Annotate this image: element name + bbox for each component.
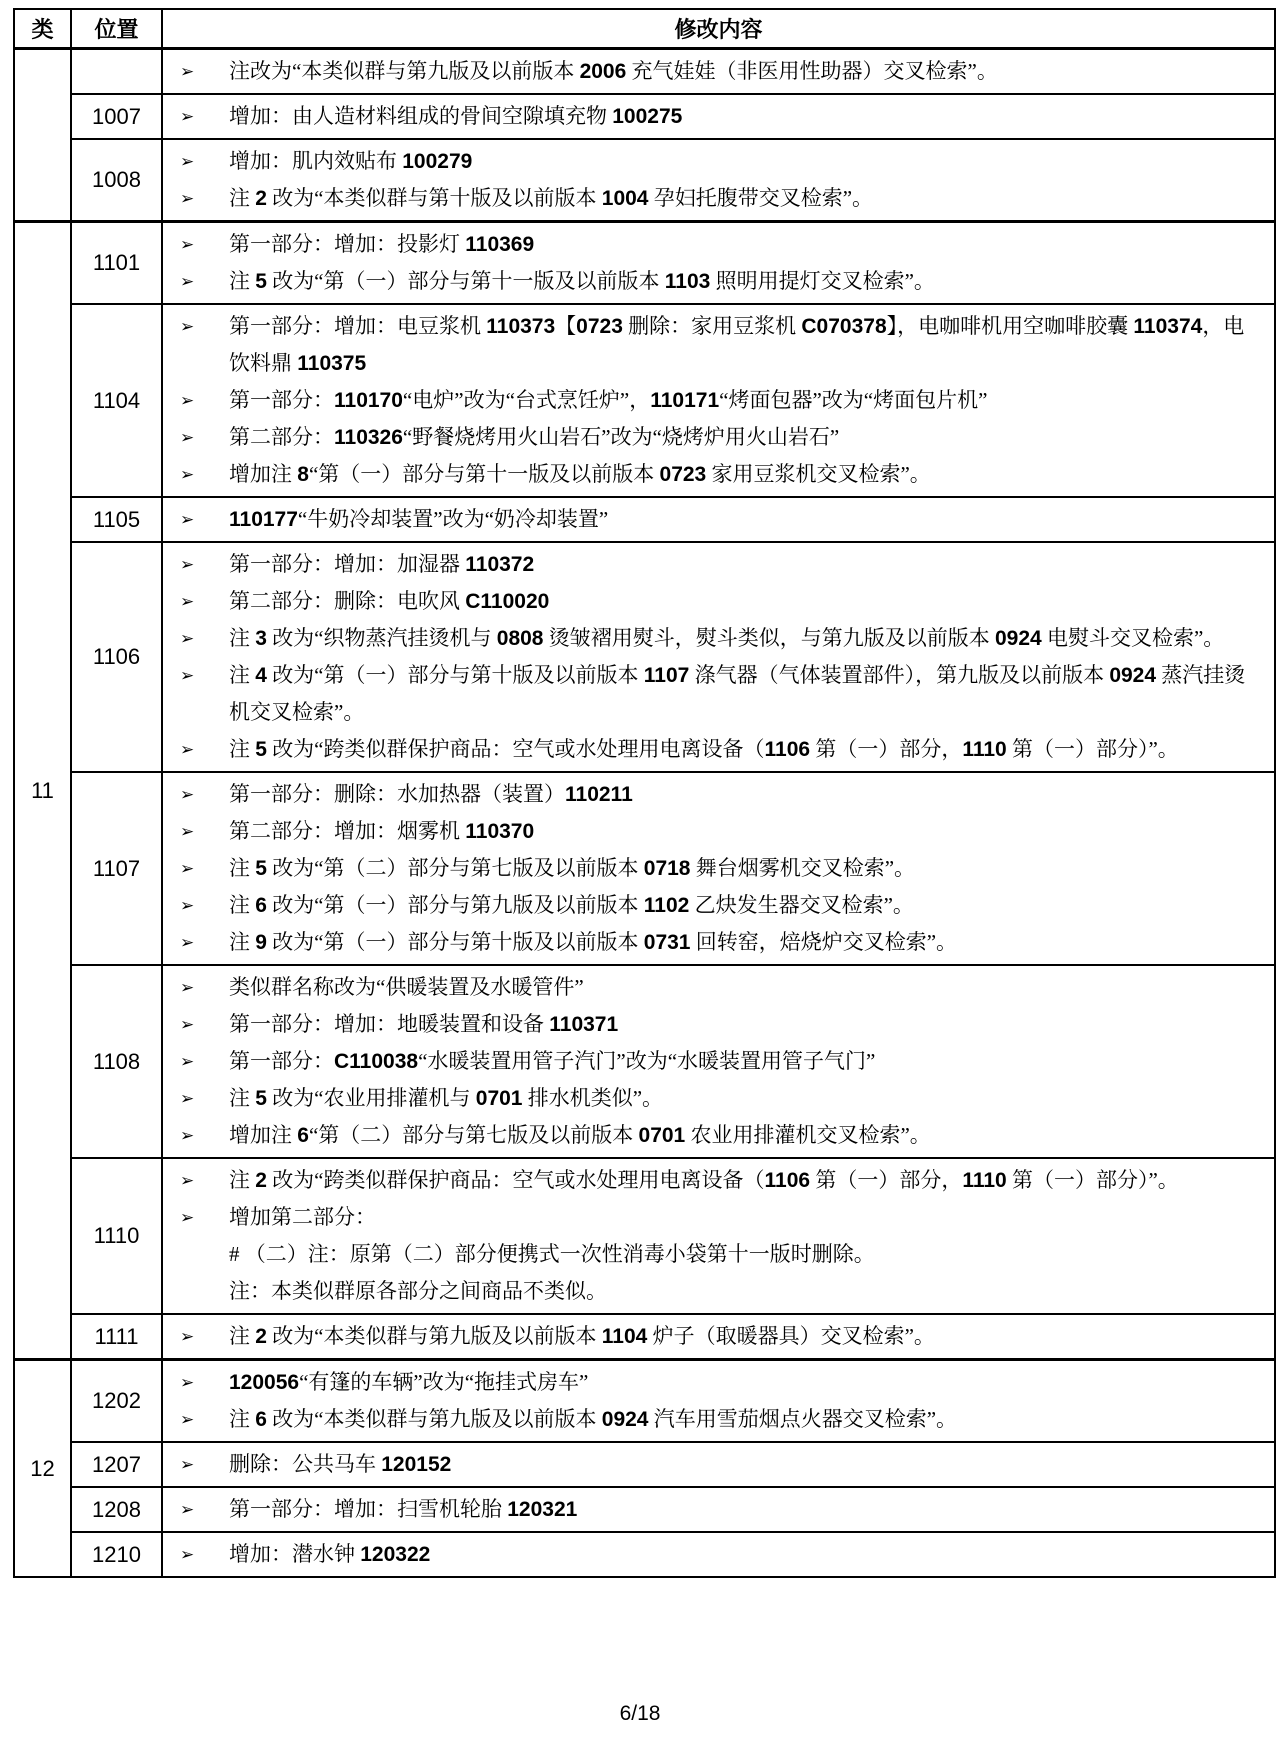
- bullet-arrow-icon: ➢: [180, 1373, 195, 1392]
- content-text: 120056“有篷的车辆”改为“拖挂式房车”: [229, 1370, 589, 1394]
- content-item: [163, 1043, 1274, 1080]
- content-text: 110177“牛奶冷却装置”改为“奶冷却装置”: [229, 507, 609, 531]
- position-cell: 1207: [71, 1442, 162, 1487]
- content-text: 第一部分：增加：电豆浆机 110373【0723 删除：家用豆浆机 C070378】，电咖啡机用空咖啡胶囊 110374，电饮料鼎 110375: [229, 314, 1245, 375]
- content-text: # （二）注：原第（二）部分便携式一次性消毒小袋第十一版时删除。: [229, 1242, 875, 1266]
- content-item: [163, 1446, 1274, 1483]
- content-text: 第一部分：删除：水加热器（装置）110211: [229, 782, 633, 806]
- content-item: [163, 850, 1274, 887]
- content-item: [163, 776, 1274, 813]
- bullet-arrow-icon: ➢: [180, 740, 195, 759]
- position-cell: 1108: [71, 965, 162, 1158]
- content-text: 增加注 6“第（二）部分与第七版及以前版本 0701 农业用排灌机交叉检索”。: [229, 1123, 931, 1147]
- content-item: [163, 969, 1274, 1006]
- position-cell: 1104: [71, 304, 162, 497]
- content-cell: [162, 1532, 1275, 1577]
- content-item: [163, 583, 1274, 620]
- bullet-arrow-icon: ➢: [180, 822, 195, 841]
- content-item: [163, 180, 1274, 217]
- table-row: [14, 542, 1275, 772]
- table-row: [14, 222, 1275, 305]
- table-row: [14, 772, 1275, 965]
- content-item: [163, 1162, 1274, 1199]
- bullet-arrow-icon: ➢: [180, 152, 195, 171]
- content-cell: [162, 1158, 1275, 1314]
- bullet-arrow-icon: ➢: [180, 428, 195, 447]
- header-position: 位置: [71, 9, 162, 49]
- content-text: 第二部分：删除：电吹风 C110020: [229, 589, 550, 613]
- table-row: [14, 497, 1275, 542]
- table-row: [14, 94, 1275, 139]
- content-cell: [162, 1487, 1275, 1532]
- content-item: [163, 53, 1274, 90]
- content-text: 第一部分：增加：扫雪机轮胎 120321: [229, 1497, 578, 1521]
- content-item: [163, 1364, 1274, 1401]
- table-row: [14, 139, 1275, 222]
- content-text: 增加注 8“第（一）部分与第十一版及以前版本 0723 家用豆浆机交叉检索”。: [229, 462, 931, 486]
- table-header: [14, 9, 1275, 49]
- bullet-arrow-icon: ➢: [180, 896, 195, 915]
- content-cell: [162, 1442, 1275, 1487]
- bullet-arrow-icon: ➢: [180, 1126, 195, 1145]
- content-cell: [162, 222, 1275, 305]
- content-text: 注 2 改为“跨类似群保护商品：空气或水处理用电离设备（1106 第（一）部分，1110 第（一）部分）”。: [229, 1168, 1179, 1192]
- content-text: 增加第二部分：: [229, 1205, 376, 1229]
- content-cell: [162, 1360, 1275, 1443]
- bullet-arrow-icon: ➢: [180, 592, 195, 611]
- content-item: [163, 657, 1274, 731]
- bullet-arrow-icon: ➢: [180, 1500, 195, 1519]
- content-text: 增加：潜水钟 120322: [229, 1542, 431, 1566]
- content-cell: [162, 1314, 1275, 1360]
- table-row: [14, 1158, 1275, 1314]
- position-cell: 1107: [71, 772, 162, 965]
- content-item: [163, 263, 1274, 300]
- bullet-arrow-icon: ➢: [180, 555, 195, 574]
- modification-table: [13, 8, 1276, 1578]
- content-item: [163, 382, 1274, 419]
- position-cell: 1101: [71, 222, 162, 305]
- content-cell: [162, 139, 1275, 222]
- content-item: [163, 1273, 1274, 1310]
- content-text: 注 6 改为“本类似群与第九版及以前版本 0924 汽车用雪茄烟点火器交叉检索”。: [229, 1407, 958, 1431]
- content-text: 注改为“本类似群与第九版及以前版本 2006 充气娃娃（非医用性助器）交叉检索”。: [229, 59, 998, 83]
- content-item: [163, 887, 1274, 924]
- position-cell: [71, 49, 162, 95]
- content-item: [163, 308, 1274, 382]
- bullet-arrow-icon: ➢: [180, 666, 195, 685]
- position-cell: 1106: [71, 542, 162, 772]
- content-text: 类似群名称改为“供暖装置及水暖管件”: [229, 975, 584, 999]
- position-cell: 1111: [71, 1314, 162, 1360]
- bullet-arrow-icon: ➢: [180, 785, 195, 804]
- content-cell: [162, 304, 1275, 497]
- table-row: [14, 1532, 1275, 1577]
- bullet-arrow-icon: ➢: [180, 1410, 195, 1429]
- page-number: 6/18: [619, 1702, 661, 1725]
- content-item: [163, 419, 1274, 456]
- header-content: 修改内容: [162, 9, 1275, 49]
- table-row: [14, 965, 1275, 1158]
- content-text: 注 5 改为“跨类似群保护商品：空气或水处理用电离设备（1106 第（一）部分，1110 第（一）部分）”。: [229, 737, 1179, 761]
- content-item: [163, 546, 1274, 583]
- content-text: 增加：由人造材料组成的骨间空隙填充物 100275: [229, 104, 683, 128]
- content-text: 第二部分：增加：烟雾机 110370: [229, 819, 535, 843]
- content-text: 注 5 改为“第（一）部分与第十一版及以前版本 1103 照明用提灯交叉检索”。: [229, 269, 935, 293]
- content-cell: [162, 542, 1275, 772]
- position-cell: 1008: [71, 139, 162, 222]
- content-cell: [162, 497, 1275, 542]
- content-item: [163, 813, 1274, 850]
- bullet-arrow-icon: ➢: [180, 1208, 195, 1227]
- content-text: 注 5 改为“农业用排灌机与 0701 排水机类似”。: [229, 1086, 664, 1110]
- content-item: [163, 456, 1274, 493]
- position-cell: 1202: [71, 1360, 162, 1443]
- bullet-arrow-icon: ➢: [180, 235, 195, 254]
- table-row: [14, 49, 1275, 95]
- position-cell: 1105: [71, 497, 162, 542]
- bullet-arrow-icon: ➢: [180, 317, 195, 336]
- table-body: [14, 49, 1275, 1578]
- content-item: [163, 924, 1274, 961]
- bullet-arrow-icon: ➢: [180, 107, 195, 126]
- table-row: [14, 1487, 1275, 1532]
- class-cell: 12: [14, 1360, 71, 1578]
- content-item: [163, 1401, 1274, 1438]
- content-text: 注 4 改为“第（一）部分与第十版及以前版本 1107 涤气器（气体装置部件），第九版及以前版本 0924 蒸汽挂烫机交叉检索”。: [229, 663, 1246, 724]
- content-cell: [162, 965, 1275, 1158]
- content-text: 注 3 改为“织物蒸汽挂烫机与 0808 烫皱褶用熨斗，熨斗类似，与第九版及以前版本 0924 电熨斗交叉检索”。: [229, 626, 1225, 650]
- content-item: [163, 1536, 1274, 1573]
- bullet-arrow-icon: ➢: [180, 1052, 195, 1071]
- bullet-arrow-icon: ➢: [180, 933, 195, 952]
- bullet-arrow-icon: ➢: [180, 391, 195, 410]
- content-text: 第二部分：110326“野餐烧烤用火山岩石”改为“烧烤炉用火山岩石”: [229, 425, 840, 449]
- content-text: 第一部分：增加：加湿器 110372: [229, 552, 535, 576]
- bullet-arrow-icon: ➢: [180, 510, 195, 529]
- bullet-arrow-icon: ➢: [180, 465, 195, 484]
- position-cell: 1208: [71, 1487, 162, 1532]
- bullet-arrow-icon: ➢: [180, 1171, 195, 1190]
- table-row: [14, 304, 1275, 497]
- content-item: [163, 501, 1274, 538]
- content-text: 注 2 改为“本类似群与第十版及以前版本 1004 孕妇托腹带交叉检索”。: [229, 186, 874, 210]
- bullet-arrow-icon: ➢: [180, 1545, 195, 1564]
- content-item: [163, 1199, 1274, 1236]
- content-text: 注：本类似群原各部分之间商品不类似。: [229, 1279, 607, 1303]
- table-row: [14, 1314, 1275, 1360]
- bullet-arrow-icon: ➢: [180, 1455, 195, 1474]
- content-item: [163, 226, 1274, 263]
- content-cell: [162, 772, 1275, 965]
- header-row: [14, 9, 1275, 49]
- content-text: 注 2 改为“本类似群与第九版及以前版本 1104 炉子（取暖器具）交叉检索”。: [229, 1324, 935, 1348]
- bullet-arrow-icon: ➢: [180, 1015, 195, 1034]
- content-text: 删除：公共马车 120152: [229, 1452, 452, 1476]
- bullet-arrow-icon: ➢: [180, 272, 195, 291]
- content-cell: [162, 49, 1275, 95]
- class-cell: [14, 49, 71, 222]
- bullet-arrow-icon: ➢: [180, 859, 195, 878]
- content-text: 注 9 改为“第（一）部分与第十版及以前版本 0731 回转窑，焙烧炉交叉检索”。: [229, 930, 958, 954]
- bullet-arrow-icon: ➢: [180, 62, 195, 81]
- bullet-arrow-icon: ➢: [180, 189, 195, 208]
- content-item: [163, 1117, 1274, 1154]
- table-row: [14, 1442, 1275, 1487]
- position-cell: 1210: [71, 1532, 162, 1577]
- table-row: [14, 1360, 1275, 1443]
- bullet-arrow-icon: ➢: [180, 978, 195, 997]
- content-text: 第一部分：增加：地暖装置和设备 110371: [229, 1012, 619, 1036]
- bullet-arrow-icon: ➢: [180, 629, 195, 648]
- content-item: [163, 1006, 1274, 1043]
- content-item: [163, 1236, 1274, 1273]
- content-item: [163, 98, 1274, 135]
- content-item: [163, 143, 1274, 180]
- content-text: 注 5 改为“第（二）部分与第七版及以前版本 0718 舞台烟雾机交叉检索”。: [229, 856, 916, 880]
- content-cell: [162, 94, 1275, 139]
- position-cell: 1007: [71, 94, 162, 139]
- content-text: 注 6 改为“第（一）部分与第九版及以前版本 1102 乙炔发生器交叉检索”。: [229, 893, 914, 917]
- content-item: [163, 1080, 1274, 1117]
- bullet-arrow-icon: ➢: [180, 1089, 195, 1108]
- content-text: 第一部分：增加：投影灯 110369: [229, 232, 535, 256]
- bullet-arrow-icon: ➢: [180, 1327, 195, 1346]
- class-cell: 11: [14, 222, 71, 1360]
- content-text: 增加：肌内效贴布 100279: [229, 149, 473, 173]
- content-item: [163, 1491, 1274, 1528]
- content-item: [163, 620, 1274, 657]
- content-item: [163, 731, 1274, 768]
- content-text: 第一部分：110170“电炉”改为“台式烹饪炉”，110171“烤面包器”改为“烤面包片机”: [229, 388, 988, 412]
- content-text: 第一部分：C110038“水暖装置用管子汽门”改为“水暖装置用管子气门”: [229, 1049, 876, 1073]
- position-cell: 1110: [71, 1158, 162, 1314]
- content-item: [163, 1318, 1274, 1355]
- header-class: 类: [14, 9, 71, 49]
